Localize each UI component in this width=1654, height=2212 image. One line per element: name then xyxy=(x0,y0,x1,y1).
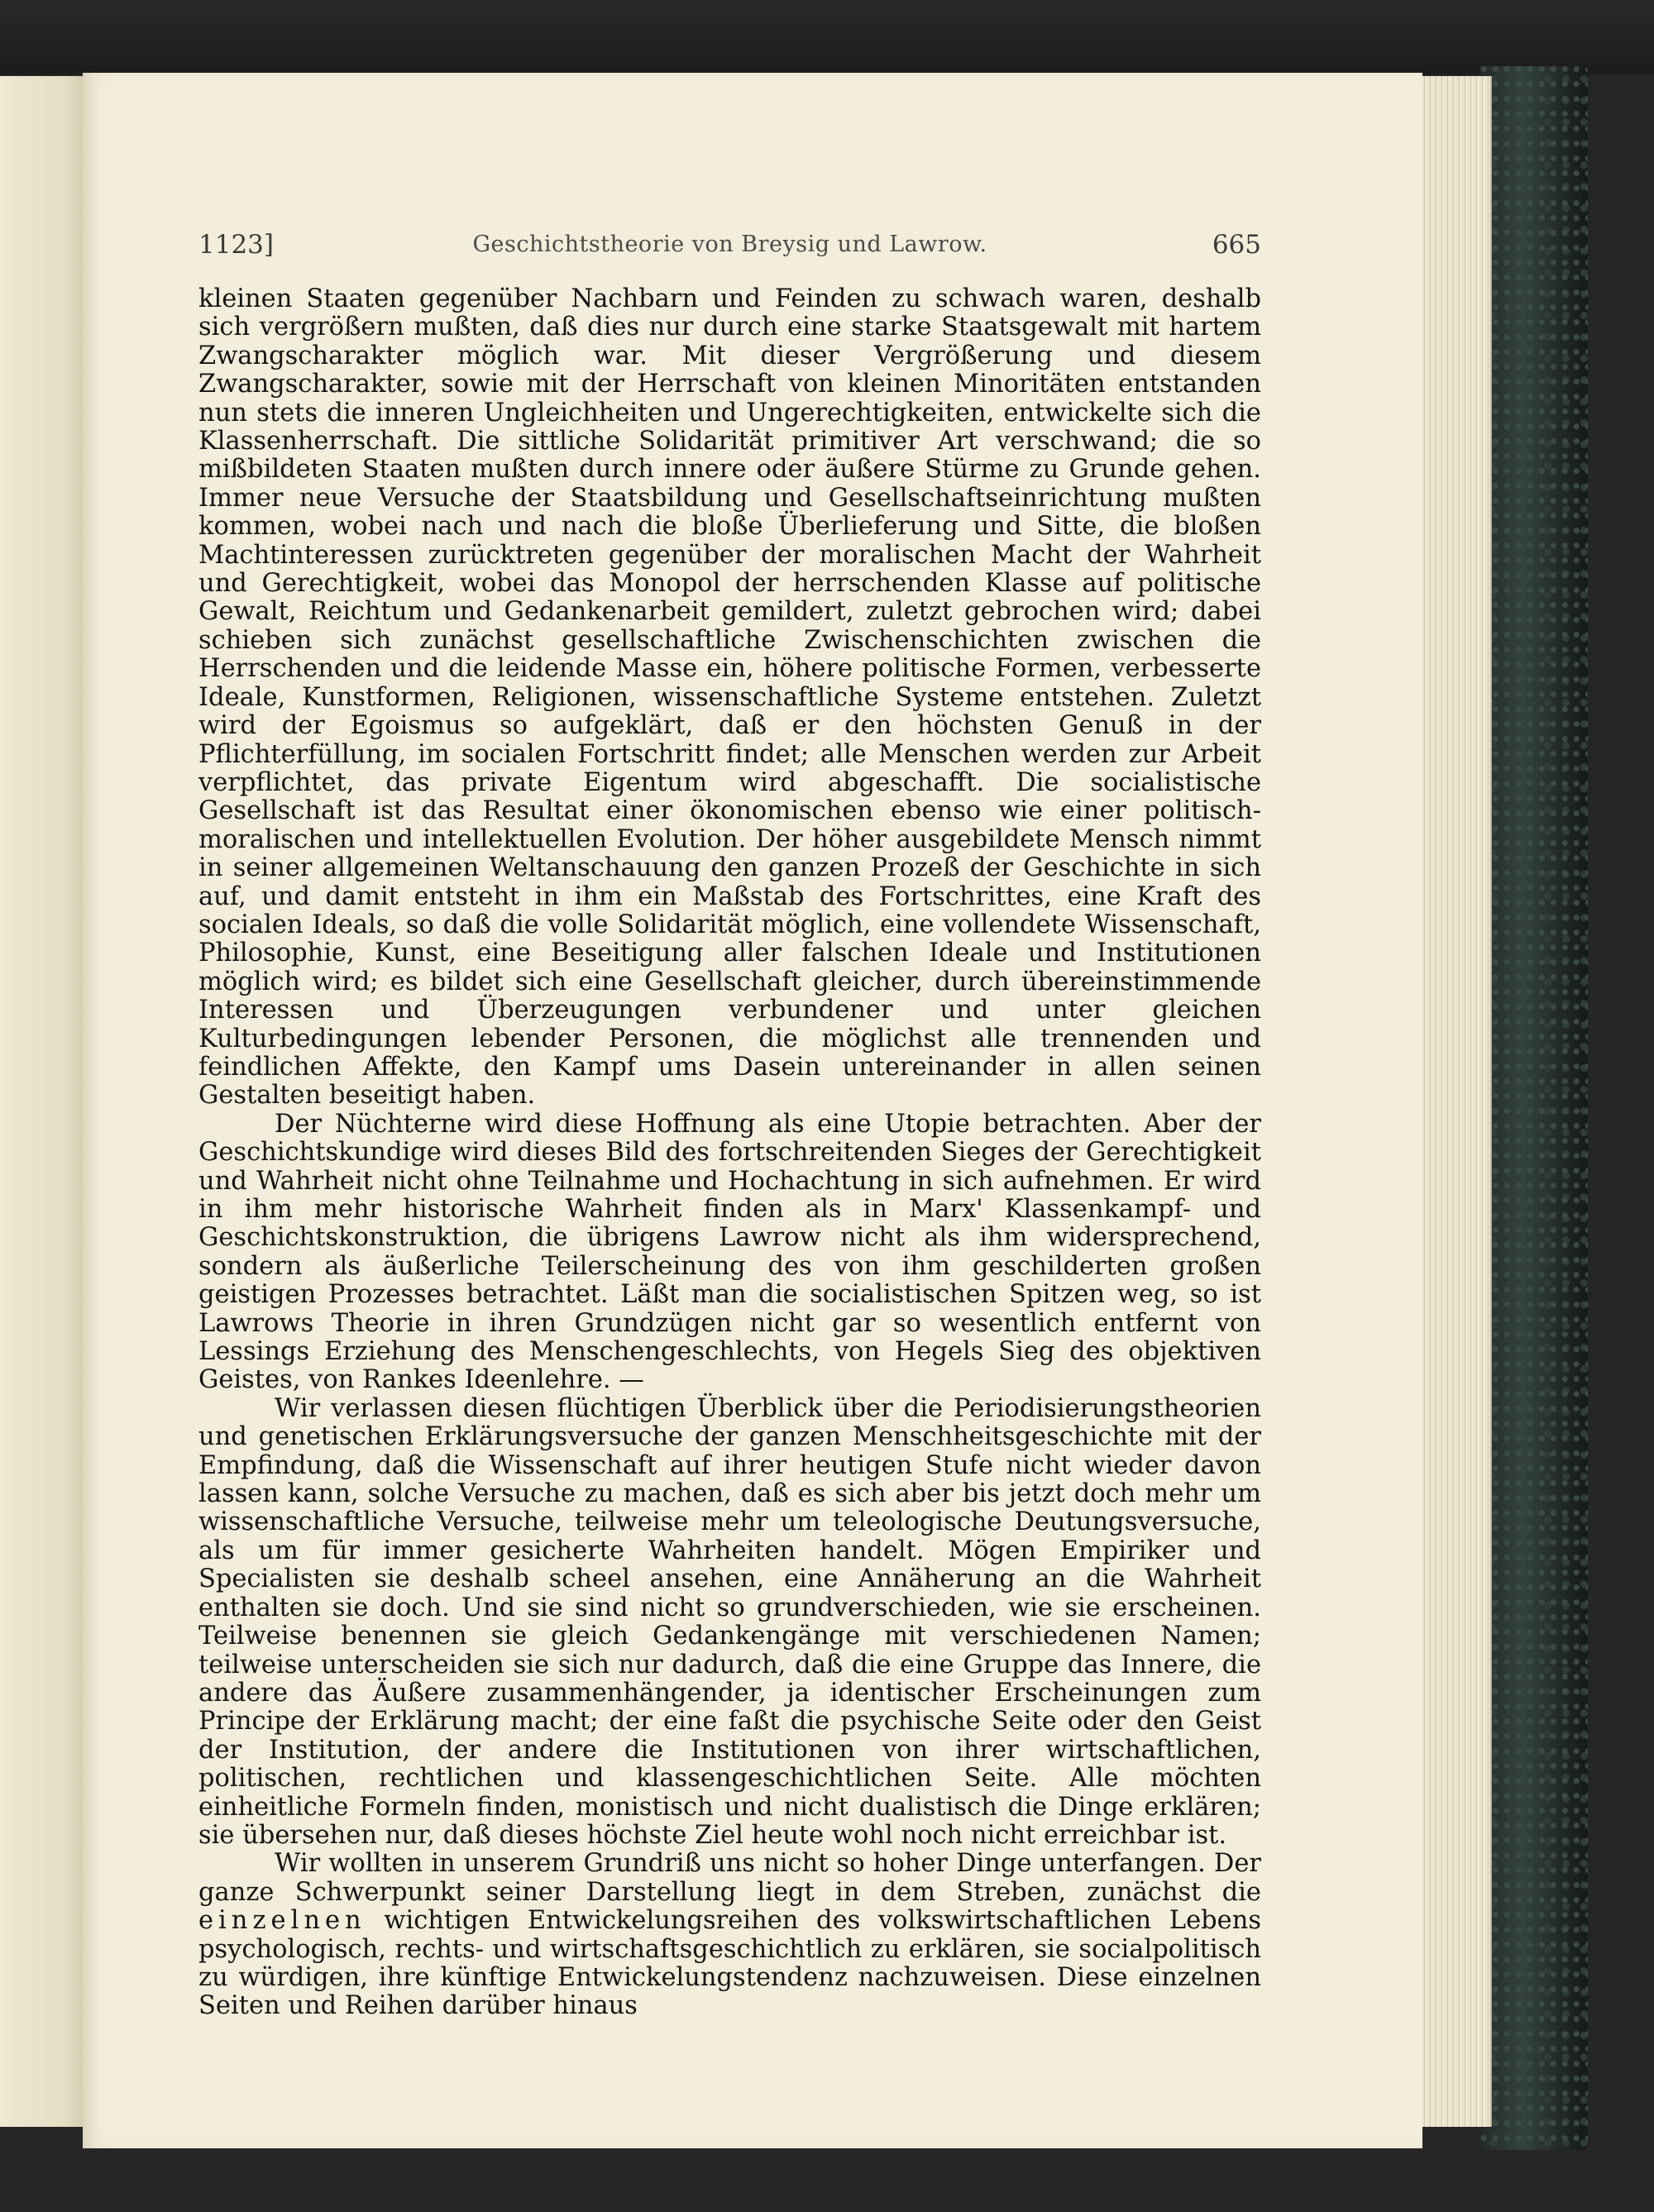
book-cover-edge xyxy=(1480,66,1588,2150)
page-body xyxy=(198,285,1261,2021)
paragraph-1: kleinen Staaten gegenüber Nachbarn und Feinden zu schwach waren, deshalb sich vergrößern mußten, daß dies nur durch eine starke Staatsgewalt mit hartem Zwangscharakter möglich war. Mit dieser Vergrößerung und diesem Zwangscharakter, sowie mit der Herrschaft von kleinen Minoritäten entstanden nun stets die inneren Ungleichheiten und Ungerechtigkeiten, entwickelte sich die Klassenherrschaft. Die sittliche Solidarität primitiver Art verschwand; die so mißbildeten Staaten mußten durch innere oder äußere Stürme zu Grunde gehen. Immer neue Versuche der Staatsbildung und Gesellschaftseinrichtung mußten kommen, wobei nach und nach die bloße Überlieferung und Sitte, die bloßen Machtinteressen zurücktreten gegenüber der moralischen Macht der Wahrheit und Gerechtigkeit, wobei das Monopol der herrschenden Klasse auf politische Gewalt, Reichtum und Gedankenarbeit gemildert, zuletzt gebrochen wird; dabei schieben sich zunächst gesellschaftliche Zwischenschichten zwischen die Herrschenden und die leidende Masse ein, höhere politische Formen, verbesserte Ideale, Kunstformen, Religionen, wissenschaftliche Systeme entstehen. Zuletzt wird der Egoismus so aufgeklärt, daß er den höchsten Genuß in der Pflichterfüllung, im socialen Fortschritt findet; alle Menschen werden zur Arbeit verpflichtet, das private Eigentum wird abgeschafft. Die socialistische Gesellschaft ist das Resultat einer ökonomischen ebenso wie einer politisch-moralischen und intellektuellen Evolution. Der höher ausgebildete Mensch nimmt in seiner allgemeinen Weltanschauung den ganzen Prozeß der Geschichte in sich auf, und damit entsteht in ihm ein Maßstab des Fortschrittes, eine Kraft des socialen Ideals, so daß die volle Solidarität möglich, eine vollendete Wissenschaft, Philosophie, Kunst, eine Beseitigung aller falschen Ideale und Institutionen möglich wird; es bildet sich eine Gesellschaft gleicher, durch übereinstimmende Interessen und Überzeugungen verbundener und unter gleichen Kulturbedingungen lebender Personen, die möglichst alle trennenden und feindlichen Affekte, den Kampf ums Dasein untereinander in allen seinen Gestalten beseitigt haben. xyxy=(198,284,1261,1111)
paragraph-4-text-before: Wir wollten in unserem Grundriß uns nicht so hoher Dinge unterfangen. Der ganze Schwerpunkt seiner Darstellung liegt in dem Streben, zunächst die xyxy=(198,1849,1261,1907)
page-stack-edges xyxy=(1416,76,1492,2127)
running-title: Geschichtstheorie von Breysig und Lawrow. xyxy=(472,232,987,257)
running-header xyxy=(198,230,1261,271)
section-number: 1123] xyxy=(198,230,274,260)
emphasized-word: einzelnen xyxy=(198,1906,366,1936)
scan-background xyxy=(0,0,1654,74)
paragraph-3: Wir verlassen diesen flüchtigen Überblick über die Periodisierungstheorien und genetischen Erklärungsversuche der ganzen Menschheitsgeschichte mit der Empfindung, daß die Wissenschaft auf ihrer heutigen Stufe nicht wieder davon lassen kann, solche Versuche zu machen, daß es sich aber bis jetzt doch mehr um wissenschaftliche Versuche, teilweise mehr um teleologische Deutungsversuche, als um für immer gesicherte Wahrheiten handelt. Mögen Empiriker und Specialisten sie deshalb scheel ansehen, eine Annäherung an die Wahrheit enthalten sie doch. Und sie sind nicht so grundverschieden, wie sie erscheinen. Teilweise benennen sie gleich Gedankengänge mit verschiedenen Namen; teilweise unterscheiden sie sich nur dadurch, daß die eine Gruppe das Innere, die andere das Äußere zusammenhängender, ja identischer Erscheinungen zum Principe der Erklärung macht; der eine faßt die psychische Seite oder den Geist der Institution, der andere die Institutionen von ihrer wirtschaftlichen, politischen, rechtlichen und klassengeschichtlichen Seite. Alle möchten einheitliche Formeln finden, monistisch und nicht dualistisch die Dinge erklären; sie übersehen nur, daß dieses höchste Ziel heute wohl noch nicht erreichbar ist. xyxy=(198,1393,1261,1850)
paragraph-4 xyxy=(198,1850,1261,2020)
facing-page-edge xyxy=(0,76,91,2127)
paragraph-2: Der Nüchterne wird diese Hoffnung als eine Utopie betrachten. Aber der Geschichtskundige wird dieses Bild des fortschreitenden Sieges der Gerechtigkeit und Wahrheit nicht ohne Teilnahme und Hochachtung in sich aufnehmen. Er wird in ihm mehr historische Wahrheit finden als in Marx' Klassenkampf- und Geschichtskonstruktion, die übrigens Lawrow nicht als ihm widersprechend, sondern als äußerliche Teilerscheinung des von ihm geschilderten großen geistigen Prozesses betrachtet. Läßt man die socialistischen Spitzen weg, so ist Lawrows Theorie in ihren Grundzügen nicht gar so wesentlich entfernt von Lessings Erziehung des Menschengeschlechts, von Hegels Sieg des objektiven Geistes, von Rankes Ideenlehre. — xyxy=(198,1109,1261,1395)
paragraph-4-text-after: wichtigen Entwickelungsreihen des volkswirtschaftlichen Lebens psychologisch, rechts- und wirtschaftsgeschichtlich zu erklären, sie socialpolitisch zu würdigen, ihre künftige Entwickelungstendenz nachzuweisen. Diese einzelnen Seiten und Reihen darüber hinaus xyxy=(198,1906,1261,2021)
page-number: 665 xyxy=(1212,230,1261,260)
